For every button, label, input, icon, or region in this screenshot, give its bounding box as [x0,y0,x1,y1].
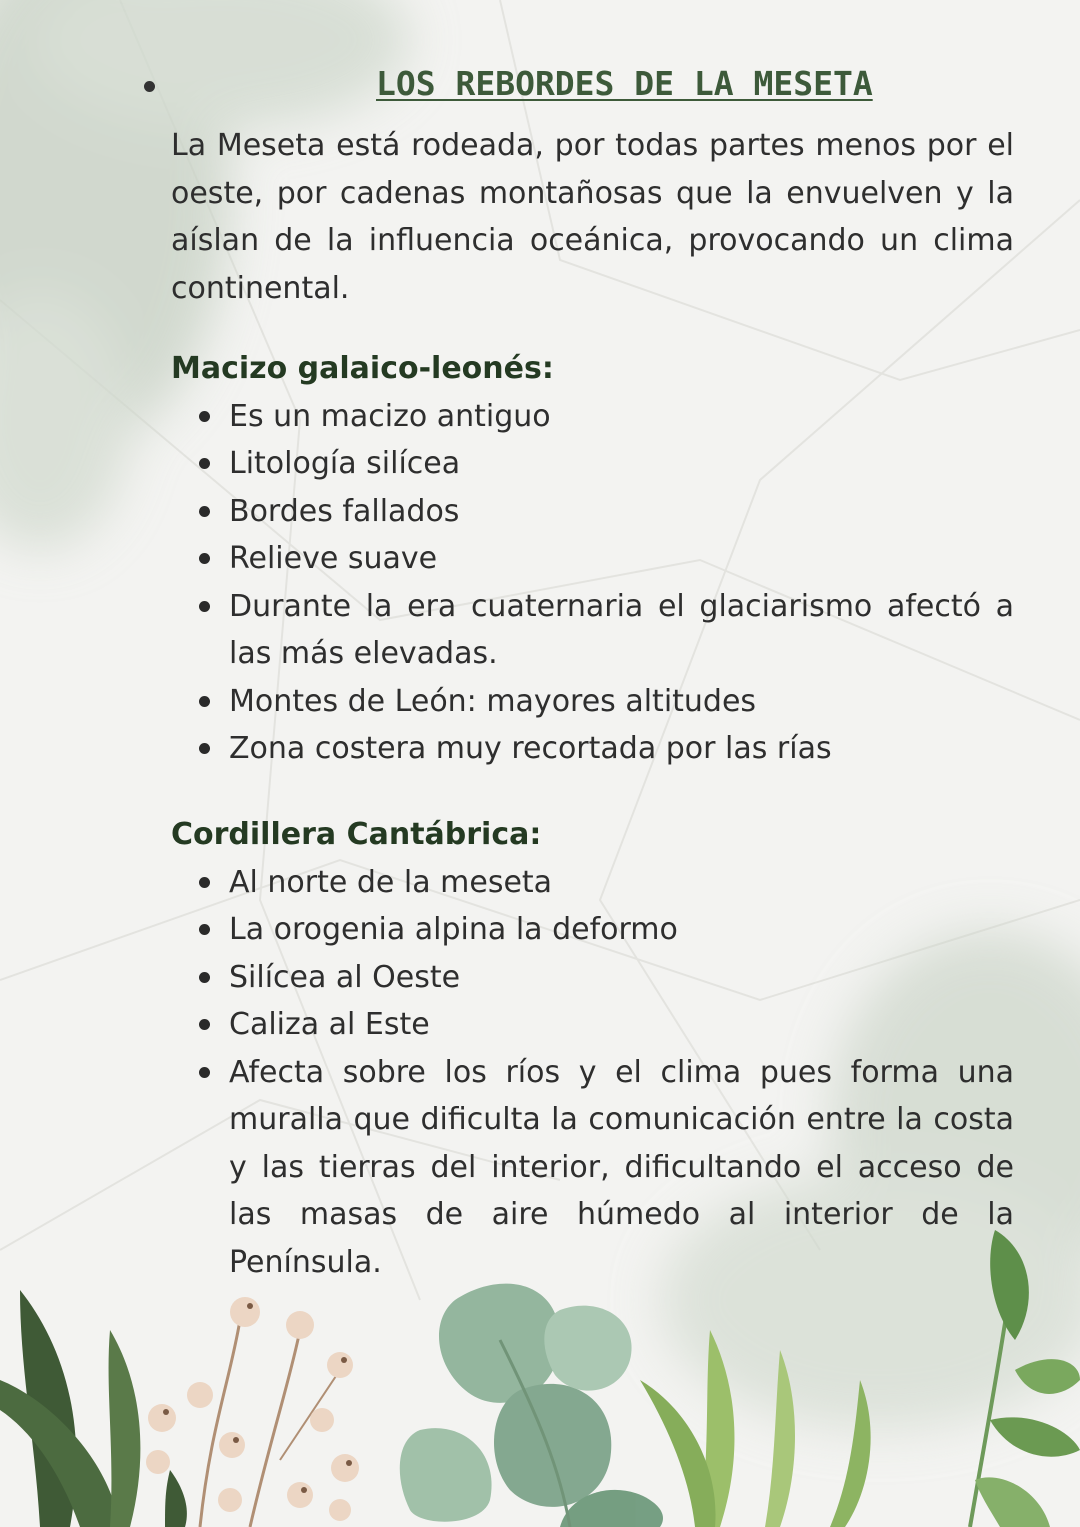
section-heading: Cordillera Cantábrica: [171,817,542,852]
list-item [171,859,1014,907]
section-heading: Macizo galaico-leonés: [171,351,554,386]
list-item-text: Silícea al Oeste [229,959,461,995]
list-item [171,440,1014,488]
list-item [171,535,1014,583]
section-macizo-galaico-leones [171,345,1014,773]
list-item-text: Es un macizo antiguo [229,398,551,434]
list-item [171,678,1014,726]
bullet-icon [199,458,210,469]
bullet-icon [144,81,155,92]
bullet-icon [199,696,210,707]
list-item-text: Relieve suave [229,541,438,576]
bullet-icon [199,877,210,888]
list-item [171,954,1014,1002]
bullet-icon [199,553,210,564]
list-item [171,1001,1014,1049]
list-item [171,1049,1014,1287]
bullet-icon [199,1019,210,1030]
list-item [171,906,1014,954]
list-item [171,583,1014,678]
bullet-icon [199,924,210,935]
list-item-text: Bordes fallados [229,493,460,529]
list-item-text: Al norte de la meseta [229,864,553,900]
bullet-icon [199,972,210,983]
bullet-icon [199,506,210,517]
list-item [171,393,1014,441]
bullet-icon [199,743,210,754]
list-item-text: Montes de León: mayores altitudes [229,683,757,719]
page-title: LOS REBORDES DE LA MESETA [376,64,873,103]
section-cordillera-cantabrica [171,811,1014,1286]
list-item-text: Litología silícea [229,446,461,481]
bullet-list [171,393,1014,773]
list-item-text: Afecta sobre los ríos y el clima pues forma una muralla que dificulta la comunicación entre la costa y las tierras del interior, dificultando el acceso de las masas de aire húmedo al interior de la Península. [229,1054,1014,1280]
list-item-text: Caliza al Este [229,1007,430,1042]
bullet-icon [199,411,210,422]
list-item-text: Zona costera muy recortada por las rías [229,731,832,766]
bullet-list [171,859,1014,1287]
list-item [171,488,1014,536]
bullet-icon [199,1067,210,1078]
list-item-text: Durante la era cuaternaria el glaciarismo afectó a las más elevadas. [229,588,1014,671]
intro-paragraph: La Meseta está rodeada, por todas partes menos por el oeste, por cadenas montañosas que la envuelven y la aíslan de la influencia oceánica, provocando un clima continental. [171,128,1014,306]
bullet-icon [199,601,210,612]
list-item-text: La orogenia alpina la deformo [229,912,678,947]
list-item [171,725,1014,773]
